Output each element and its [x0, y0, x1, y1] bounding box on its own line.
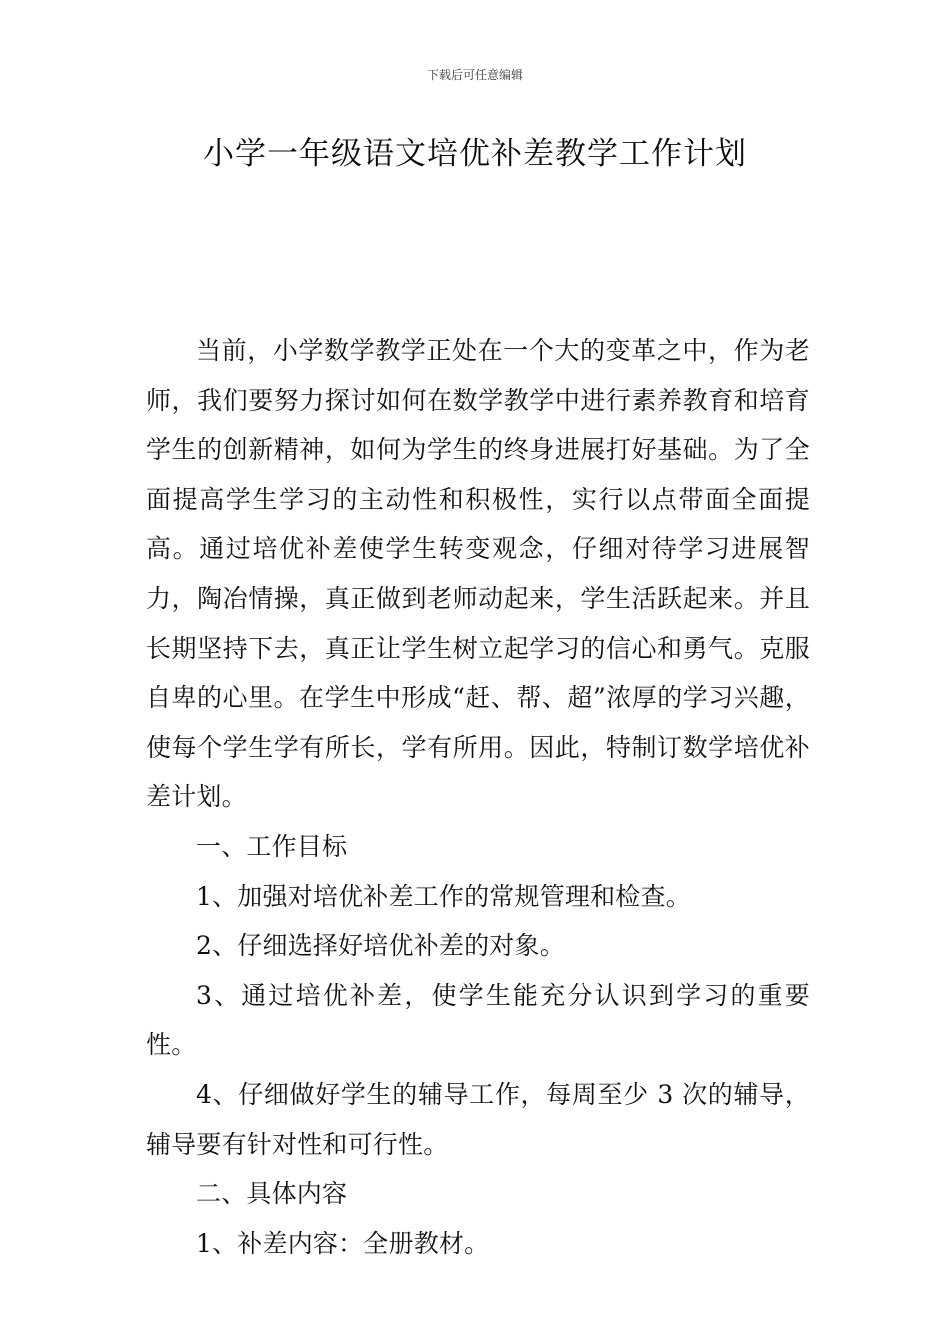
- header-note: 下载后可任意编辑: [426, 68, 523, 82]
- goal-item-4: 4、仔细做好学生的辅导工作，每周至少 3 次的辅导，辅导要有针对性和可行性。: [146, 1079, 810, 1159]
- intro-paragraph: 当前，小学数学教学正处在一个大的变革之中，作为老师，我们要努力探讨如何在数学教学中进行素养教育和培育学生的创新精神，如何为学生的终身进展打好基础。为了全面提高学生学习的主动性和积极性，实行以点带面全面提高。通过培优补差使学生转变观念，仔细对待学习进展智力，陶冶情操，真正做到老师动起来，学生活跃起来。并且长期坚持下去，真正让学生树立起学习的信心和勇气。克服自卑的心里。在学生中形成“赶、帮、超”浓厚的学习兴趣，使每个学生学有所长，学有所用。因此，特制订数学培优补差计划。: [146, 336, 810, 812]
- document-body: [146, 326, 810, 1268]
- goal-item-2: 2、仔细选择好培优补差的对象。: [196, 931, 565, 961]
- section-heading-goals: 一、工作目标: [196, 831, 348, 861]
- content-item-1: 1、补差内容：全册教材。: [196, 1228, 490, 1258]
- document-title: 小学一年级语文培优补差教学工作计划: [203, 136, 747, 172]
- section-heading-content: 二、具体内容: [196, 1179, 348, 1209]
- goal-item-1: 1、加强对培优补差工作的常规管理和检查。: [196, 881, 691, 911]
- goal-item-3: 3、通过培优补差，使学生能充分认识到学习的重要性。: [146, 980, 810, 1060]
